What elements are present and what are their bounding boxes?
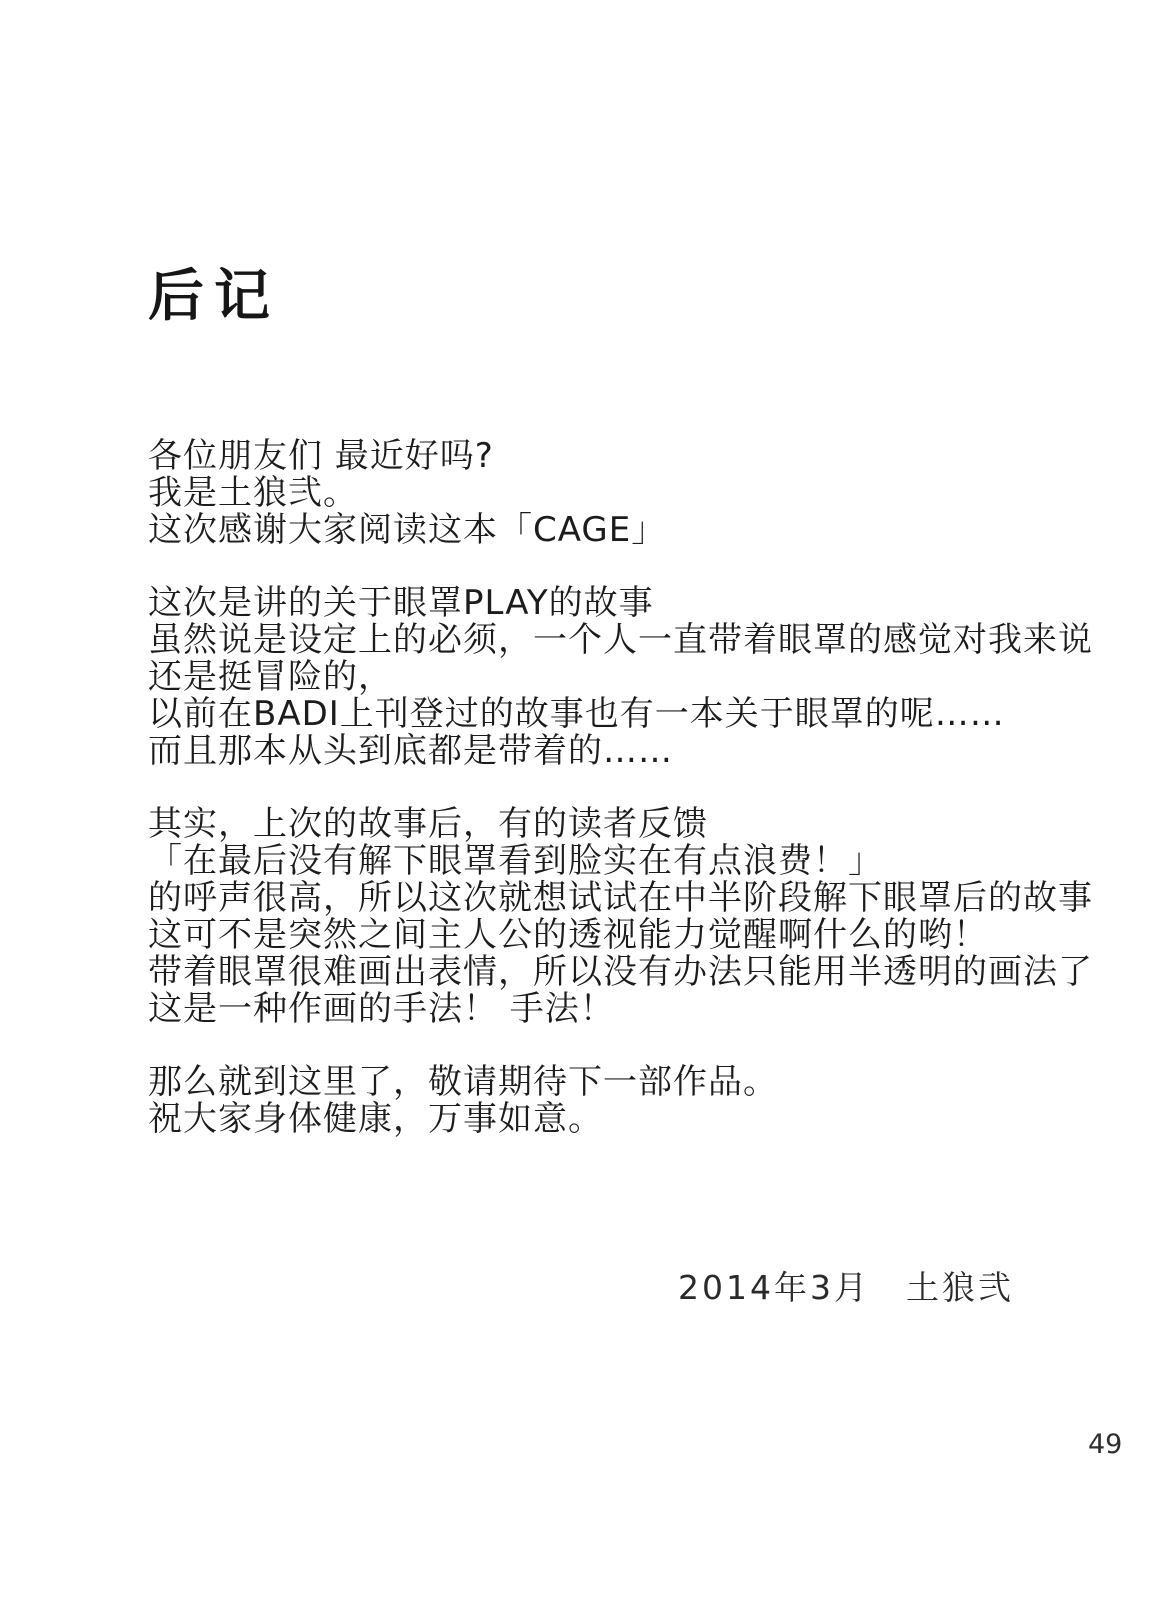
page-number: 49 — [1088, 1429, 1123, 1460]
paragraph-story-theme — [148, 585, 1128, 770]
text-line: 这可不是突然之间主人公的透视能力觉醒啊什么的哟！ — [148, 915, 988, 955]
text-line: 祝大家身体健康，万事如意。 — [148, 1099, 603, 1139]
text-line: 还是挺冒险的， — [148, 657, 393, 697]
text-line: 的呼声很高，所以这次就想试试在中半阶段解下眼罩后的故事 — [148, 878, 1093, 918]
text-line: 以前在BADI上刊登过的故事也有一本关于眼罩的呢…… — [148, 694, 1005, 734]
text-line: 我是土狼弐。 — [148, 473, 358, 513]
text-line: 这次感谢大家阅读这本「CAGE」 — [148, 510, 667, 550]
text-line: 那么就到这里了，敬请期待下一部作品。 — [148, 1062, 778, 1102]
text-line: 各位朋友们 最近好吗? — [148, 436, 494, 476]
text-line: 而且那本从头到底都是带着的…… — [148, 731, 673, 771]
text-line: 虽然说是设定上的必须，一个人一直带着眼罩的感觉对我来说 — [148, 620, 1093, 660]
page-title: 后记 — [148, 264, 280, 329]
text-line: 带着眼罩很难画出表情，所以没有办法只能用半透明的画法了 — [148, 952, 1093, 992]
signature-date: 2014年3月 土狼弐 — [678, 1268, 1014, 1307]
paragraph-reader-feedback — [148, 806, 1128, 1028]
paragraph-closing — [148, 1064, 1128, 1138]
paragraph-greeting — [148, 438, 1128, 549]
text-line: 这是一种作画的手法！ 手法！ — [148, 989, 615, 1029]
afterword-body — [148, 438, 1128, 1174]
text-line: 这次是讲的关于眼罩PLAY的故事 — [148, 583, 654, 623]
text-line: 其实，上次的故事后，有的读者反馈 — [148, 804, 708, 844]
text-line: 「在最后没有解下眼罩看到脸实在有点浪费！」 — [148, 841, 883, 881]
